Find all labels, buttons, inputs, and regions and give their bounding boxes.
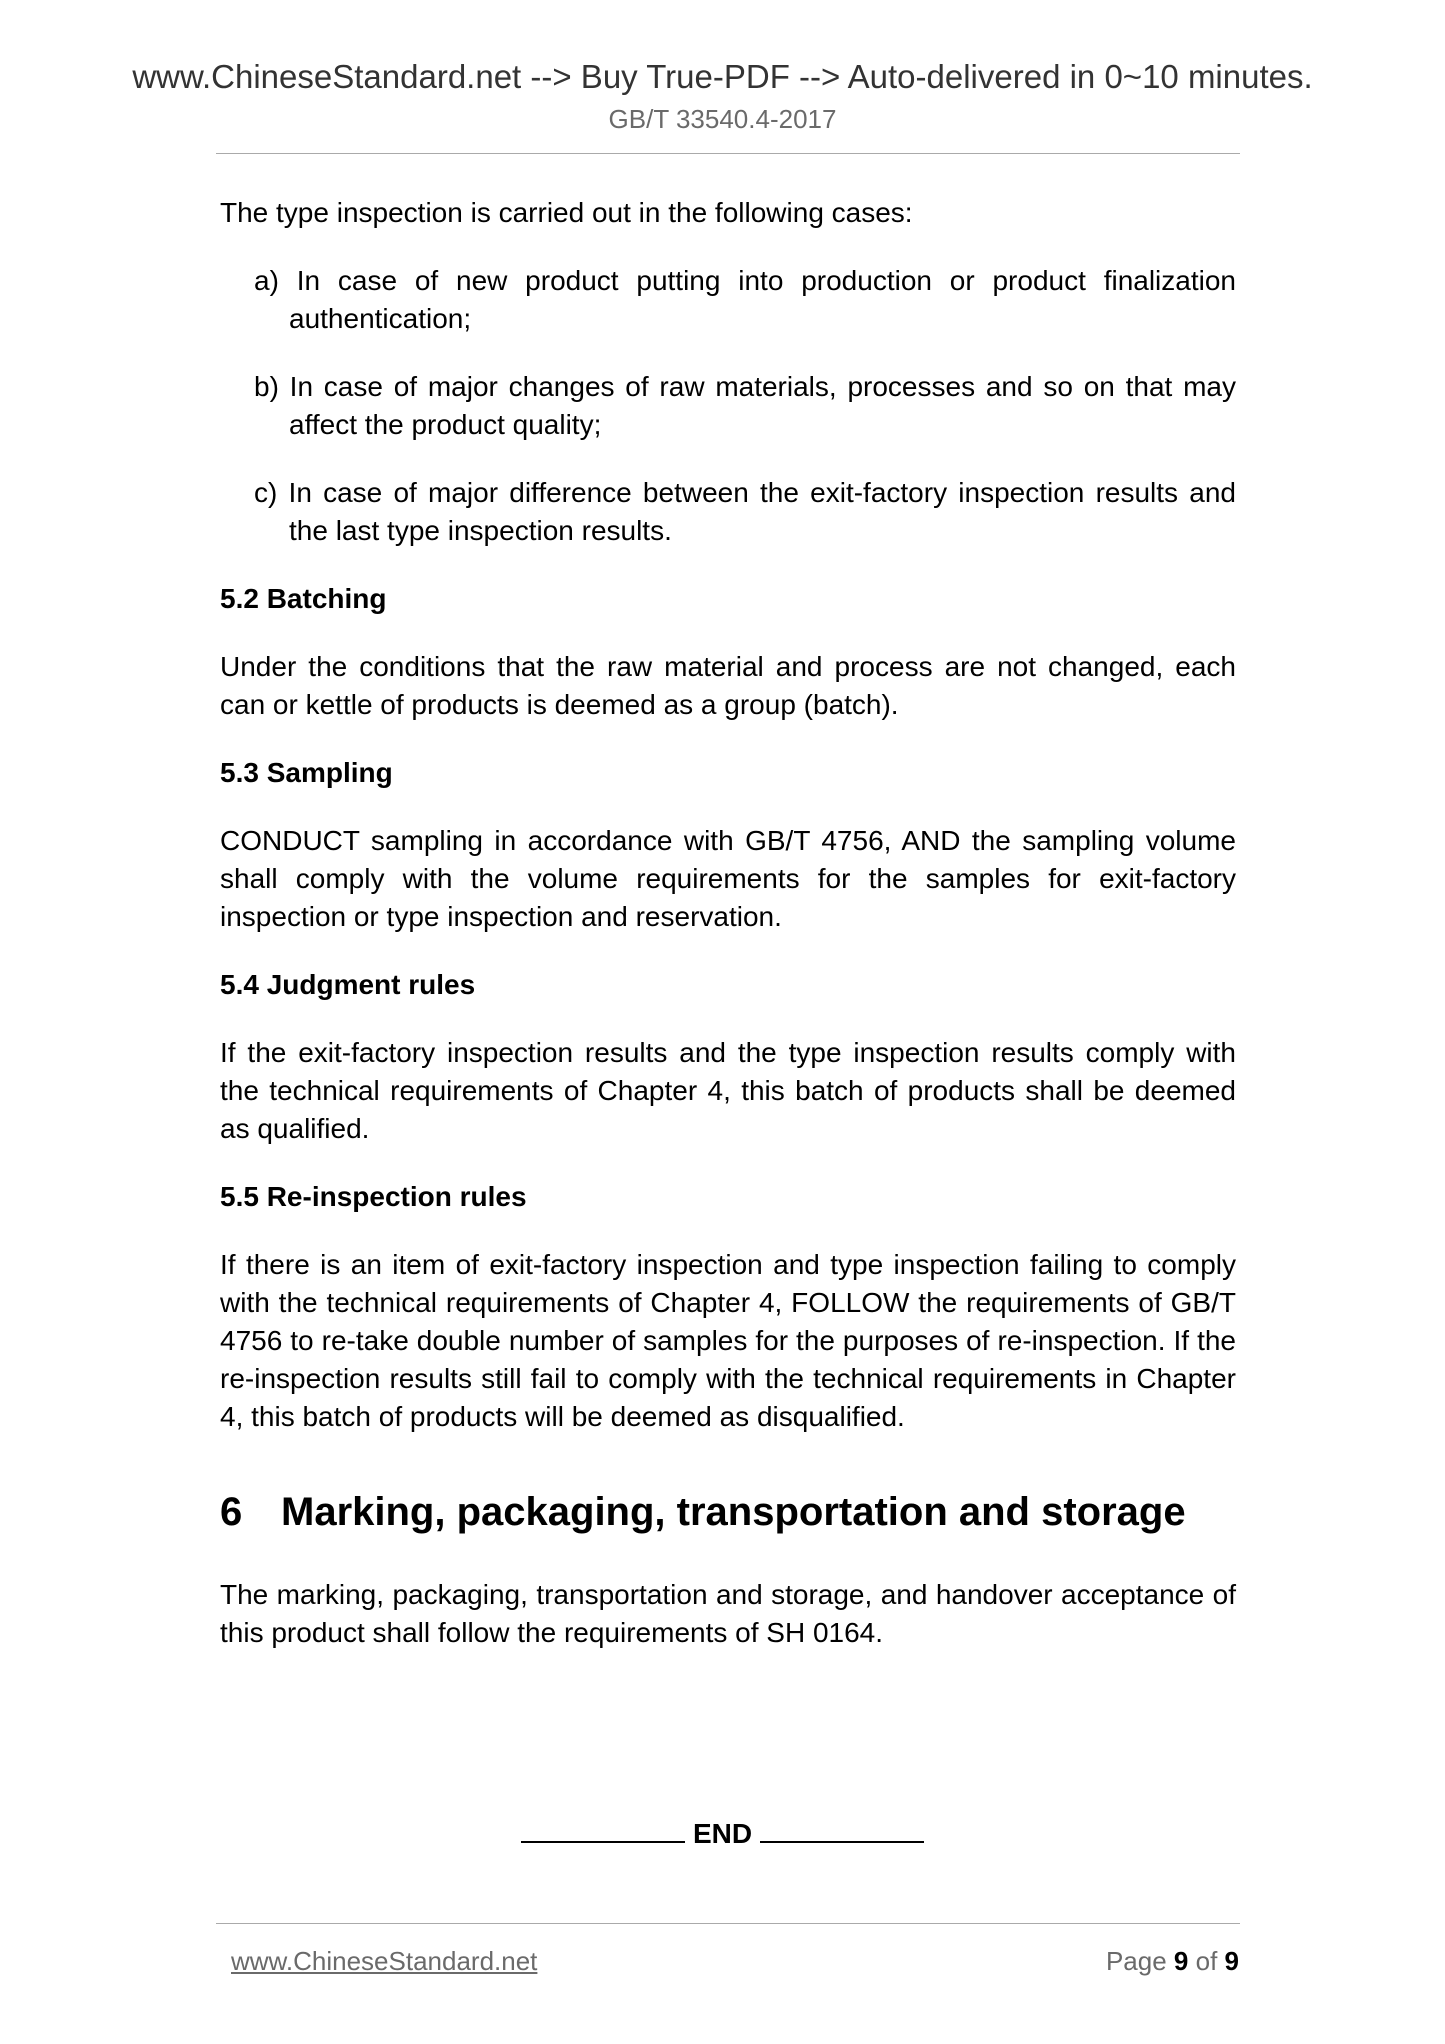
page-prefix: Page [1105,1946,1167,1976]
case-item-a: a) In case of new product putting into production or product finalization authentication; [254,265,1236,334]
page-indicator [1106,1946,1239,1977]
chapter-text: The marking, packaging, transportation and storage, and handover acceptance of this product shall follow the requirements of SH 0164. [220,1579,1236,1648]
end-rule-right [760,1841,924,1843]
end-rule-left [521,1841,685,1843]
chapter-number: 6 [220,1490,243,1534]
section-heading-judgment-rules: 5.4 Judgment rules [220,969,476,1000]
total-page-count: 9 [1224,1946,1239,1976]
chapter-heading [220,1488,1236,1536]
end-label: END [692,1818,753,1849]
section-text-judgment-rules: If the exit-factory inspection results and the type inspection results comply with the technical requirements of Chapter 4, this batch of products shall be deemed as qualified. [220,1037,1236,1144]
header-divider [216,153,1240,154]
chapter-title: Marking, packaging, transportation and storage [281,1490,1186,1534]
header-banner: www.ChineseStandard.net --> Buy True-PDF --> Auto-delivered in 0~10 minutes. [132,58,1313,95]
page-of: of [1195,1946,1218,1976]
section-text-reinspection-rules: If there is an item of exit-factory inspection and type inspection failing to comply with the technical requirements of Chapter 4, FOLLOW the requirements of GB/T 4756 to re-take double number of samples for the purposes of re-inspection. If the re-inspection results still fail to comply with the technical requirements in Chapter 4, this batch of products will be deemed as disqualified. [220,1249,1236,1432]
current-page-number: 9 [1173,1946,1189,1976]
end-marker [0,1818,1445,1850]
section-heading-batching: 5.2 Batching [220,583,387,614]
document-number: GB/T 33540.4-2017 [608,104,837,134]
section-heading-reinspection-rules: 5.5 Re-inspection rules [220,1181,527,1212]
page-body [220,194,1236,1682]
section-text-batching: Under the conditions that the raw material and process are not changed, each can or kettle of products is deemed as a group (batch). [220,651,1236,720]
case-item-b: b) In case of major changes of raw materials, processes and so on that may affect the product quality; [254,371,1236,440]
type-inspection-intro: The type inspection is carried out in the following cases: [220,197,913,228]
footer-site-link[interactable]: www.ChineseStandard.net [231,1946,538,1976]
section-heading-sampling: 5.3 Sampling [220,757,393,788]
footer-divider [216,1923,1240,1924]
case-item-c: c) In case of major difference between the exit-factory inspection results and the last type inspection results. [254,477,1236,546]
section-text-sampling: CONDUCT sampling in accordance with GB/T 4756, AND the sampling volume shall comply with the volume requirements for the samples for exit-factory inspection or type inspection and reservation. [220,825,1236,932]
